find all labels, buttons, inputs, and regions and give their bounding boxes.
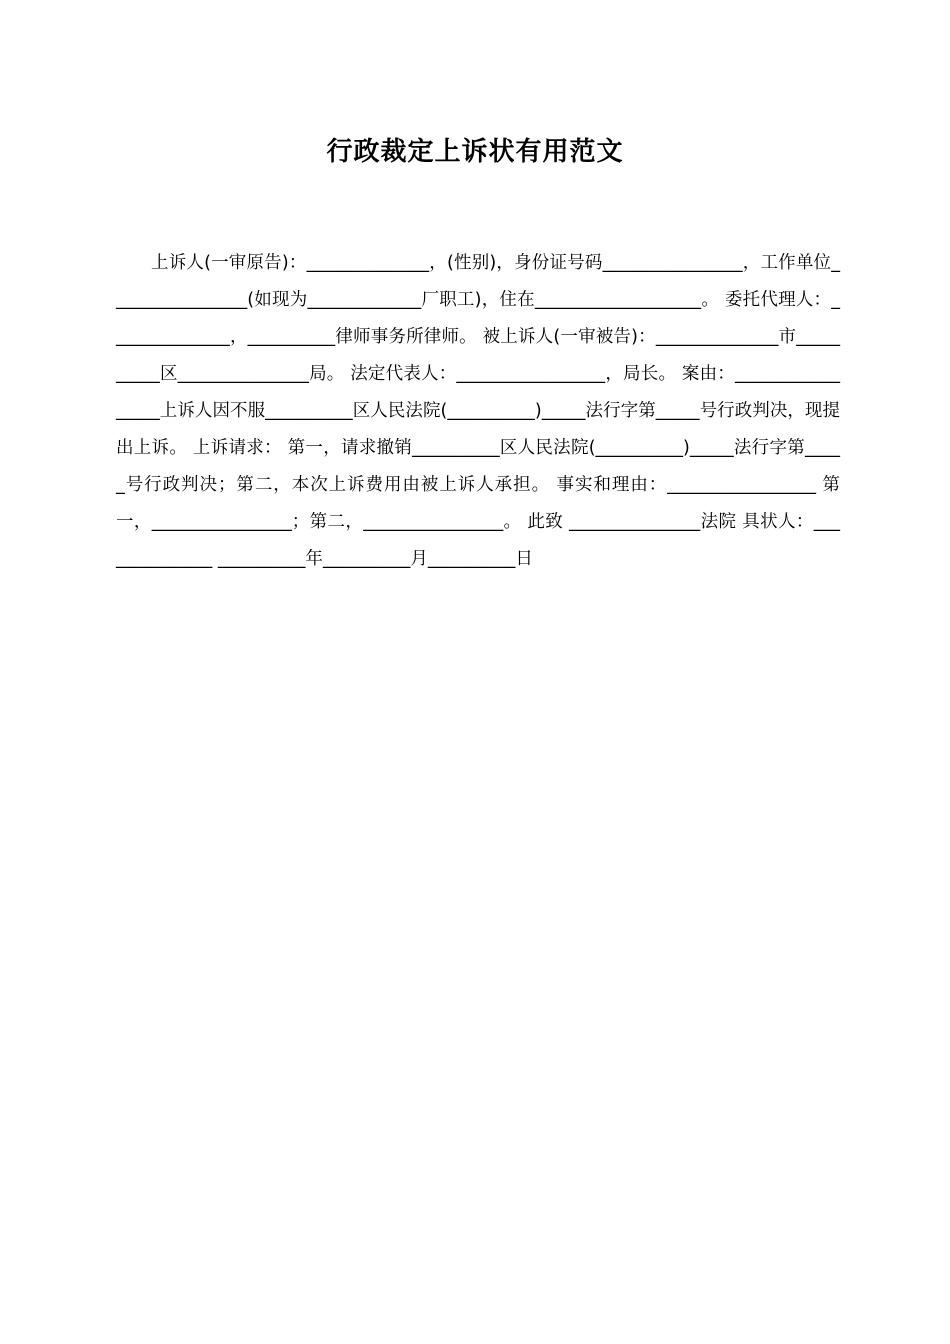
document-body-paragraph: 上诉人(一审原告)：______________，(性别)，身份证号码________________，工作单位________________(如现为_____________厂职工)，住在___________________。 委托代理人：______________，__________律师事务所律师。 被上诉人(一审被告)：______________市__________区_______________局。 法定代表人：_________________，局长。 案由：_________________上诉人因不服__________区人民法院(__________)_____法行字第_____号行政判决，现提出上诉。 上诉请求： 第一，请求撤销__________区人民法院(__________)_____法行字第_____号行政判决；第二，本次上诉费用由被上诉人承担。 事实和理由：_________________ 第一，________________；第二，________________。 此致 _______________法院 具状人：______________ __________年__________月__________日: [116, 253, 840, 569]
document-title: 行政裁定上诉状有用范文: [326, 137, 624, 167]
